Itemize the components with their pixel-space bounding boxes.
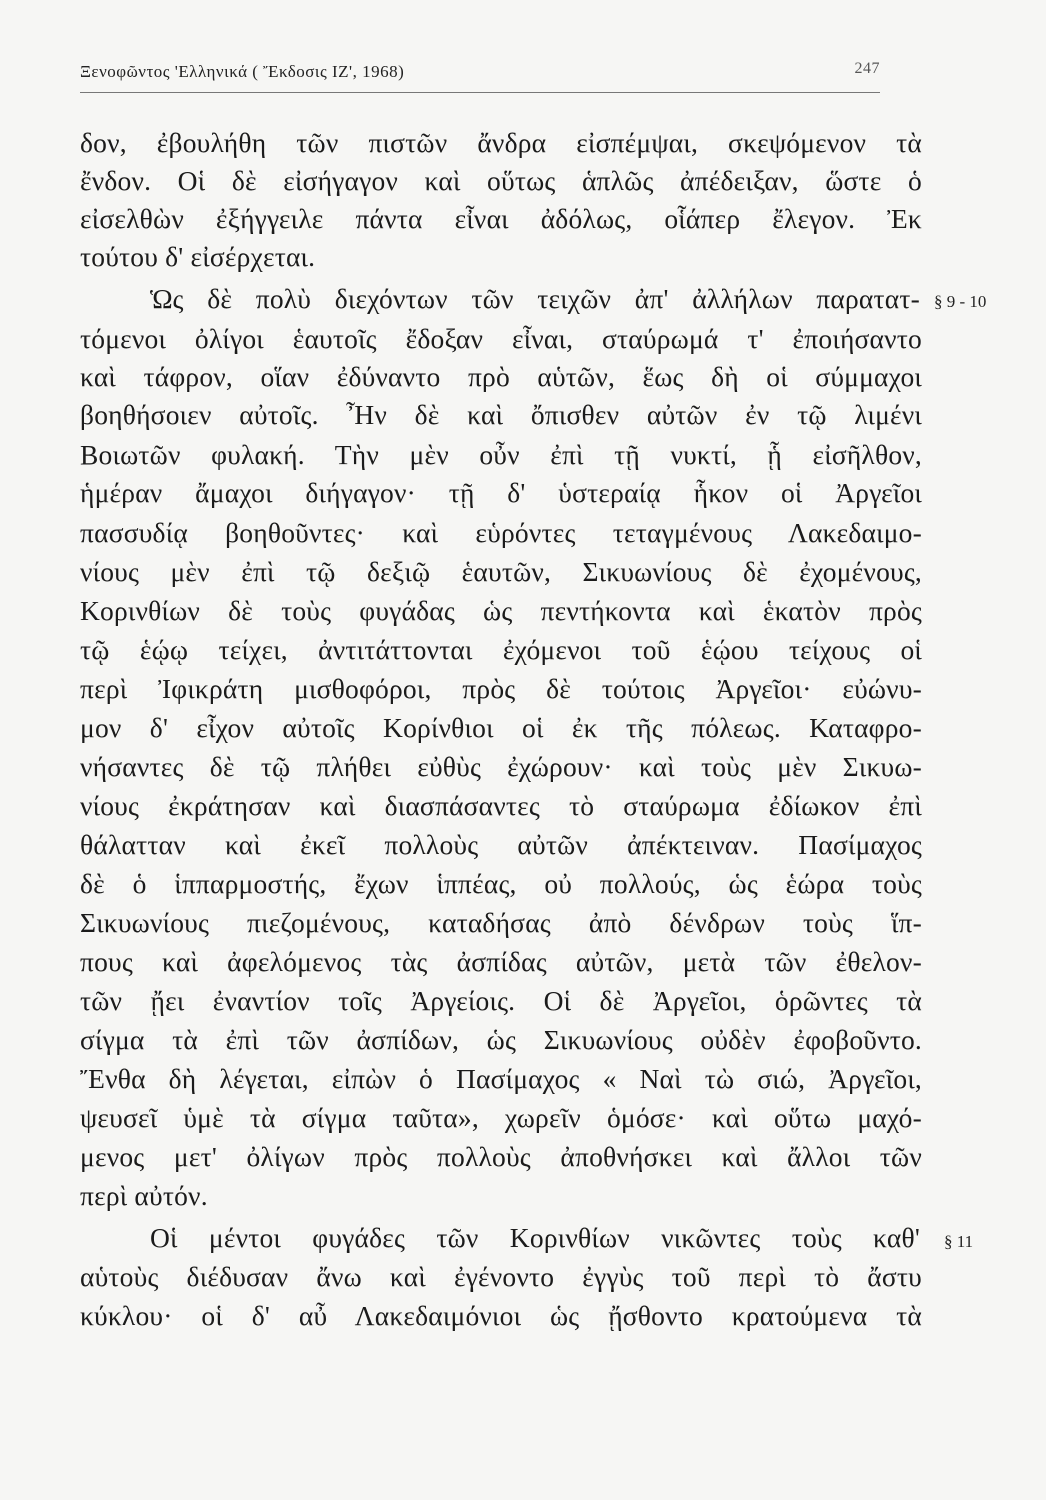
running-title: Ξενοφῶντος 'Ελληνικά ( Ἔκδοσις IZ', 1968) (80, 62, 405, 81)
text-line: τῷ ἑῴῳ τείχει, ἀντιτάττονται ἐχόμενοι τοῦ ἑῴου τείχους οἱ (80, 634, 922, 665)
text-line: βοηθήσοιεν αὐτοῖς. Ἦν δὲ καὶ ὄπισθεν αὐτῶν ἐν τῷ λιμένι (80, 399, 922, 430)
text-line: πους καὶ ἀφελόμενος τὰς ἀσπίδας αὐτῶν, μετὰ τῶν ἐθελον- (80, 946, 922, 977)
text-line: μον δ' εἶχον αὐτοῖς Κορίνθιοι οἱ ἐκ τῆς πόλεως. Καταφρο- (80, 712, 922, 743)
header-rule (80, 92, 880, 93)
text-line: Οἱ μέντοι φυγάδες τῶν Κορινθίων νικῶντες τοὺς καθ' (150, 1222, 920, 1253)
text-line: Ὡς δὲ πολὺ διεχόντων τῶν τειχῶν ἀπ' ἀλλήλων παρατατ- (150, 283, 920, 314)
text-line: νίους μὲν ἐπὶ τῷ δεξιῷ ἑαυτῶν, Σικυωνίους δὲ ἐχομένους, (80, 556, 922, 587)
text-line: νήσαντες δὲ τῷ πλήθει εὐθὺς ἐχώρουν· καὶ τοὺς μὲν Σικυω- (80, 751, 922, 782)
text-line: νίους ἐκράτησαν καὶ διασπάσαντες τὸ σταύρωμα ἐδίωκον ἐπὶ (80, 790, 922, 821)
section-reference: § 9 - 10 (934, 292, 987, 311)
text-line: αὑτοὺς διέδυσαν ἄνω καὶ ἐγένοντο ἐγγὺς τοῦ περὶ τὸ ἄστυ (80, 1261, 922, 1292)
text-line: δον, ἐβουλήθη τῶν πιστῶν ἄνδρα εἰσπέμψαι, σκεψόμενον τὰ (80, 127, 922, 158)
text-line: ἡμέραν ἄμαχοι διήγαγον· τῇ δ' ὑστεραίᾳ ἧκον οἱ Ἀργεῖοι (80, 477, 922, 508)
text-line: Ἔνθα δὴ λέγεται, εἰπὼν ὁ Πασίμαχος « Ναὶ τὼ σιώ, Ἀργεῖοι, (80, 1063, 922, 1094)
text-line: ἔνδον. Οἱ δὲ εἰσήγαγον καὶ οὕτως ἁπλῶς ἀπέδειξαν, ὥστε ὁ (80, 165, 922, 196)
text-line: περὶ Ἰφικράτη μισθοφόροι, πρὸς δὲ τούτοις Ἀργεῖοι· εὐώνυ- (80, 673, 922, 704)
text-line: δὲ ὁ ἱππαρμοστής, ἔχων ἱππέας, οὐ πολλούς, ὡς ἑώρα τοὺς (80, 868, 922, 899)
text-line: Σικυωνίους πιεζομένους, καταδήσας ἀπὸ δένδρων τοὺς ἵπ- (80, 907, 922, 938)
page-number: 247 (854, 60, 880, 77)
text-line: κύκλου· οἱ δ' αὖ Λακεδαιμόνιοι ὡς ᾔσθοντο κρατούμενα τὰ (80, 1300, 922, 1331)
text-line: Βοιωτῶν φυλακή. Τὴν μὲν οὖν ἐπὶ τῇ νυκτί, ᾗ εἰσῆλθον, (80, 439, 922, 470)
text-line: θάλατταν καὶ ἐκεῖ πολλοὺς αὐτῶν ἀπέκτειναν. Πασίμαχος (80, 829, 922, 860)
text-line: Κορινθίων δὲ τοὺς φυγάδας ὡς πεντήκοντα καὶ ἑκατὸν πρὸς (80, 595, 922, 626)
text-line: περὶ αὐτόν. (80, 1180, 208, 1211)
text-line: τόμενοι ὀλίγοι ἑαυτοῖς ἔδοξαν εἶναι, σταύρωμά τ' ἐποιήσαντο (80, 323, 922, 354)
text-line: σίγμα τὰ ἐπὶ τῶν ἀσπίδων, ὡς Σικυωνίους οὐδὲν ἐφοβοῦντο. (80, 1024, 922, 1055)
running-head (80, 62, 880, 88)
text-line: πασσυδίᾳ βοηθοῦντες· καὶ εὑρόντες τεταγμένους Λακεδαιμο- (80, 517, 922, 548)
text-line: ψευσεῖ ὑμὲ τὰ σίγμα ταῦτα», χωρεῖν ὁμόσε· καὶ οὕτω μαχό- (80, 1102, 922, 1133)
text-line: εἰσελθὼν ἐξήγγειλε πάντα εἶναι ἀδόλως, οἷάπερ ἔλεγον. Ἐκ (80, 203, 922, 234)
text-line: τούτου δ' εἰσέρχεται. (80, 241, 316, 272)
text-line: μενος μετ' ὀλίγων πρὸς πολλοὺς ἀποθνήσκει καὶ ἄλλοι τῶν (80, 1141, 922, 1172)
text-line: τῶν ᾔει ἐναντίον τοῖς Ἀργείοις. Οἱ δὲ Ἀργεῖοι, ὁρῶντες τὰ (80, 985, 922, 1016)
section-reference: § 11 (944, 1232, 974, 1251)
text-line: καὶ τάφρον, οἵαν ἐδύναντο πρὸ αὑτῶν, ἕως δὴ οἱ σύμμαχοι (80, 361, 922, 392)
